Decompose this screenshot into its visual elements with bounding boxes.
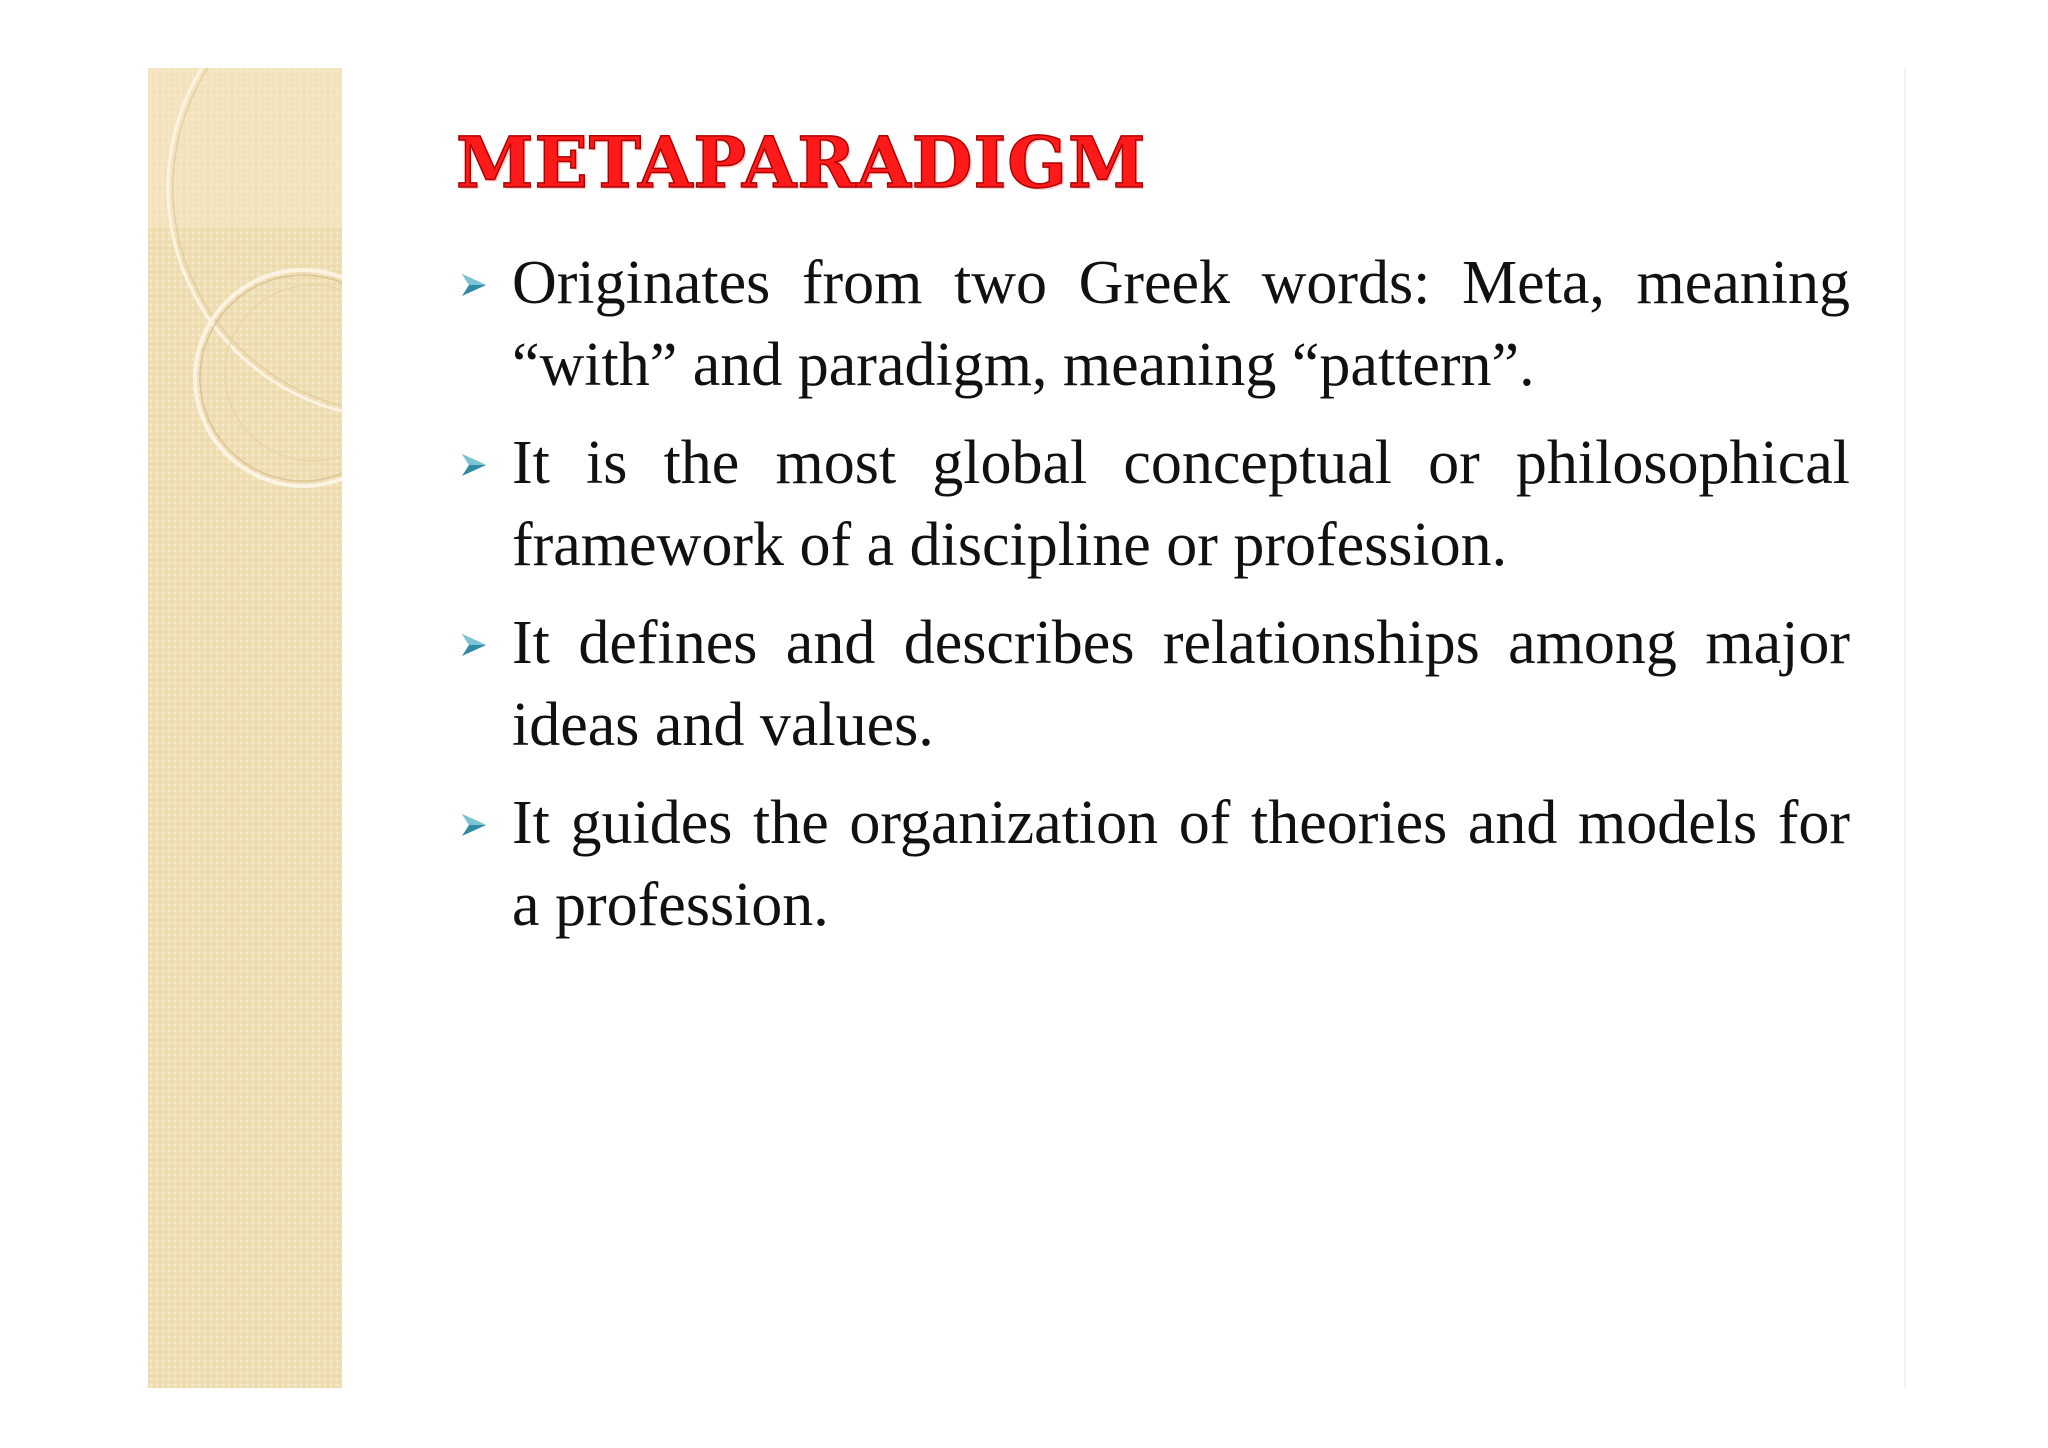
bullet-item xyxy=(460,602,1850,766)
decorative-circles-icon xyxy=(148,68,342,1388)
slide-title: METAPARADIGM xyxy=(456,121,1147,204)
bullet-text: Originates from two Greek words: Meta, meaning “with” and paradigm, meaning “pattern”. xyxy=(512,249,1850,399)
arrowhead-bullet-icon xyxy=(460,812,488,838)
slide-edge xyxy=(1904,68,1906,1388)
decorative-side-band xyxy=(148,68,342,1388)
bullet-text: It defines and describes relationships among major ideas and values. xyxy=(512,609,1850,759)
arrowhead-bullet-icon xyxy=(460,452,488,478)
bullet-item xyxy=(460,422,1850,586)
bullet-text: It is the most global conceptual or philosophical framework of a discipline or profession. xyxy=(512,429,1850,579)
bullet-text: It guides the organization of theories and models for a profession. xyxy=(512,789,1850,939)
arrowhead-bullet-icon xyxy=(460,632,488,658)
bullet-list xyxy=(460,242,1850,962)
bullet-item xyxy=(460,242,1850,406)
arrowhead-bullet-icon xyxy=(460,272,488,298)
bullet-item xyxy=(460,782,1850,946)
